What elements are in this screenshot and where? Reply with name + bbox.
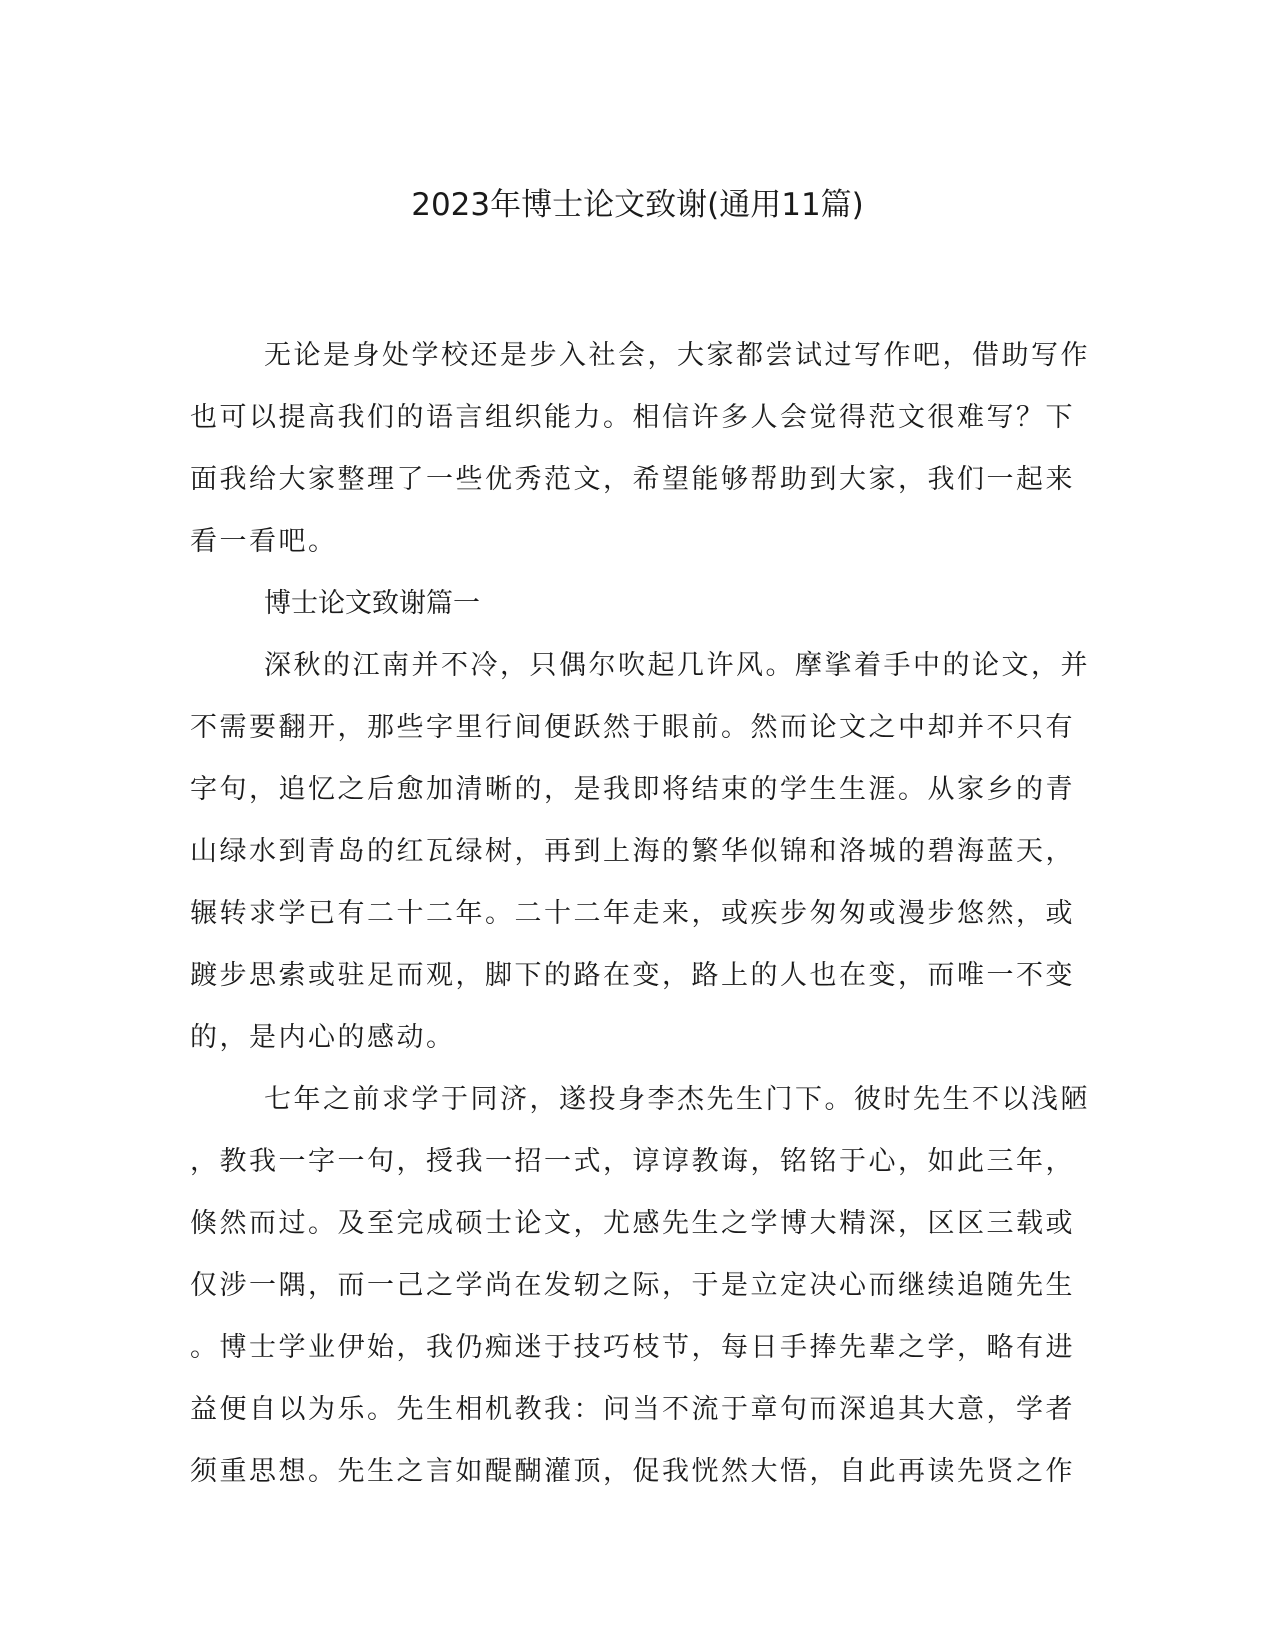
- paragraph-line: 深秋的江南并不冷，只偶尔吹起几许风。摩挲着手中的论文，并: [264, 650, 1090, 681]
- paragraph-line: 须重思想。先生之言如醍醐灌顶，促我恍然大悟，自此再读先贤之作: [190, 1456, 1075, 1487]
- document-body: [190, 325, 1090, 1503]
- document-title: 2023年博士论文致谢(通用11篇): [411, 187, 864, 223]
- paragraph-line: 山绿水到青岛的红瓦绿树，再到上海的繁华似锦和洛城的碧海蓝天，: [190, 836, 1075, 867]
- paragraph-line: 的，是内心的感动。: [190, 1022, 456, 1053]
- paragraph-line: ，教我一字一句，授我一招一式，谆谆教诲，铭铭于心，如此三年，: [190, 1146, 1075, 1177]
- paragraph-line: 面我给大家整理了一些优秀范文，希望能够帮助到大家，我们一起来: [190, 464, 1075, 495]
- section-heading: 博士论文致谢篇一: [264, 588, 480, 619]
- paragraph-line: 辗转求学已有二十二年。二十二年走来，或疾步匆匆或漫步悠然，或: [190, 898, 1075, 929]
- paragraph-line: 无论是身处学校还是步入社会，大家都尝试过写作吧，借助写作: [264, 340, 1090, 371]
- paragraph-line: 字句，追忆之后愈加清晰的，是我即将结束的学生生涯。从家乡的青: [190, 774, 1075, 805]
- paragraph-line: 。博士学业伊始，我仍痴迷于技巧枝节，每日手捧先辈之学，略有进: [190, 1332, 1075, 1363]
- paragraph-line: 看一看吧。: [190, 526, 338, 557]
- paragraph-line: 益便自以为乐。先生相机教我：问当不流于章句而深追其大意，学者: [190, 1394, 1075, 1425]
- paragraph-line: 仅涉一隅，而一己之学尚在发轫之际，于是立定决心而继续追随先生: [190, 1270, 1075, 1301]
- paragraph-line: 也可以提高我们的语言组织能力。相信许多人会觉得范文很难写？下: [190, 402, 1075, 433]
- paragraph-line: 踱步思索或驻足而观，脚下的路在变，路上的人也在变，而唯一不变: [190, 960, 1075, 991]
- paragraph-line: 不需要翻开，那些字里行间便跃然于眼前。然而论文之中却并不只有: [190, 712, 1075, 743]
- paragraph-line: 倏然而过。及至完成硕士论文，尤感先生之学博大精深，区区三载或: [190, 1208, 1075, 1239]
- paragraph-line: 七年之前求学于同济，遂投身李杰先生门下。彼时先生不以浅陋: [264, 1084, 1090, 1115]
